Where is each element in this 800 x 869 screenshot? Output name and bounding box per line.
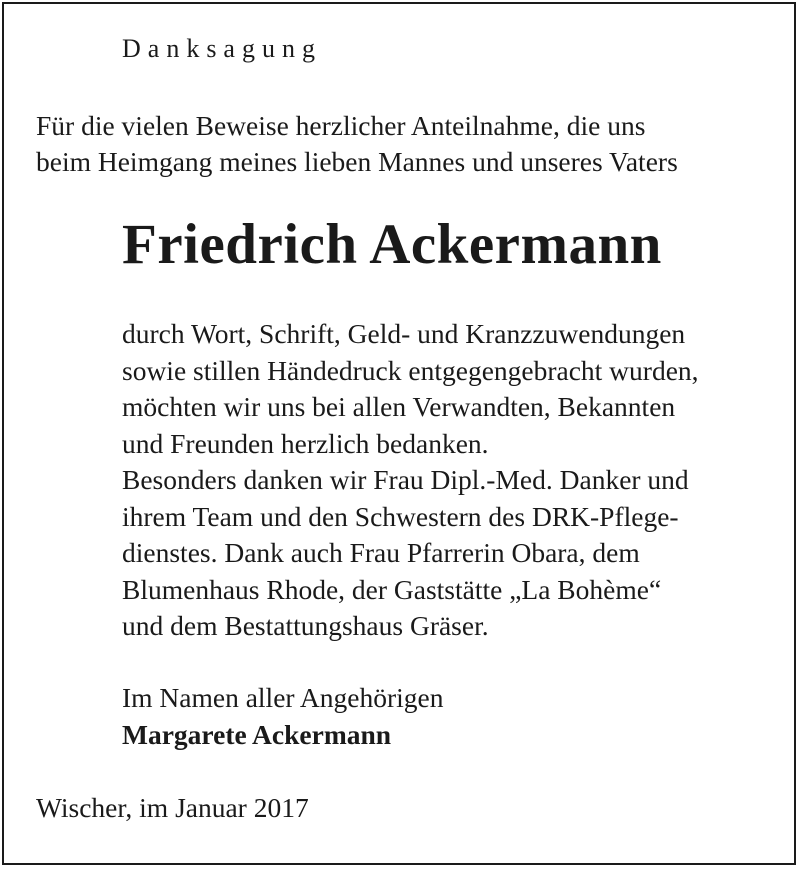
notice-heading: Danksagung — [122, 34, 322, 63]
body-line: Besonders danken wir Frau Dipl.-Med. Danker und — [122, 464, 689, 495]
body-line: dienstes. Dank auch Frau Pfarrerin Obara, dem — [122, 537, 640, 568]
body-line: und Freunden herzlich bedanken. — [122, 427, 489, 459]
body-line: Blumenhaus Rhode, der Gaststätte „La Bohème“ — [122, 573, 662, 605]
body-text — [122, 316, 699, 645]
intro-line: Für die vielen Beweise herzlicher Anteilnahme, die uns — [36, 110, 646, 141]
body-line: möchten wir uns bei allen Verwandten, Bekannten — [122, 391, 676, 422]
body-line: durch Wort, Schrift, Geld- und Kranzzuwendungen — [122, 318, 686, 349]
intro-text — [36, 108, 766, 180]
body-line: und dem Bestattungshaus Gräser. — [122, 610, 489, 641]
place-date: Wischer, im Januar 2017 — [36, 792, 309, 823]
deceased-name: Friedrich Ackermann — [122, 213, 662, 276]
signature-name: Margarete Ackermann — [122, 719, 392, 750]
body-line: ihrem Team und den Schwestern des DRK-Pflege- — [122, 500, 679, 532]
signature-label: Im Namen aller Angehörigen — [122, 682, 444, 713]
body-line: sowie stillen Händedruck entgegengebracht wurden, — [122, 354, 699, 386]
intro-line: beim Heimgang meines lieben Mannes und unseres Vaters — [36, 146, 678, 177]
